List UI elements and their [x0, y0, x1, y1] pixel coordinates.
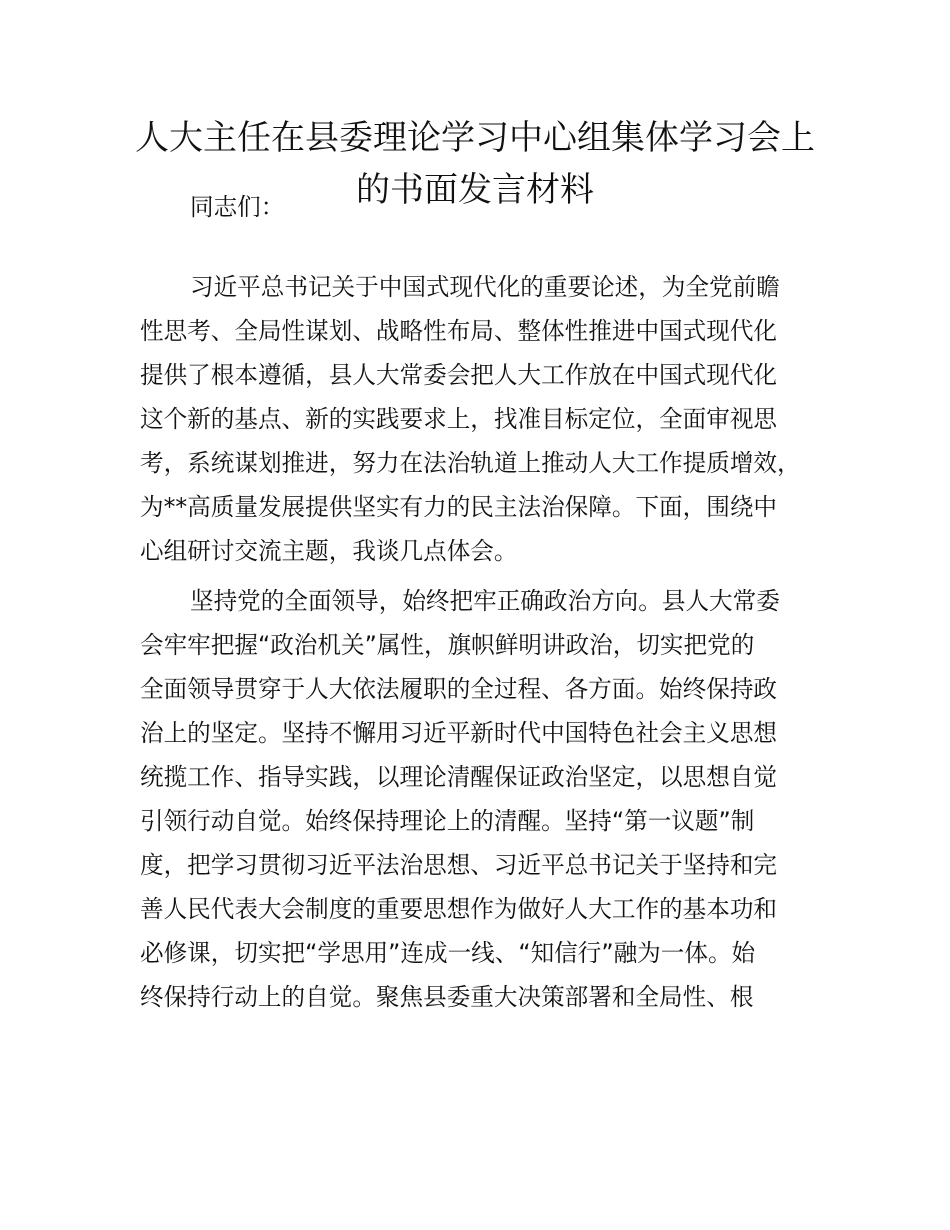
paragraph-line: 统揽工作、指导实践，以理论清醒保证政治坚定，以思想自觉 [140, 763, 778, 791]
paragraph-line: 坚持党的全面领导，始终把牢正确政治方向。县人大常委 [190, 587, 780, 615]
paragraph-line: 引领行动自觉。始终保持理论上的清醒。坚持“第一议题”制 [140, 807, 755, 835]
title-line-1: 人大主任在县委理论学习中心组集体学习会上 [135, 118, 815, 158]
paragraph-line: 会牢牢把握“政治机关”属性，旗帜鲜明讲政治，切实把党的 [140, 631, 755, 659]
paragraph-line: 善人民代表大会制度的重要思想作为做好人大工作的基本功和 [140, 895, 778, 923]
paragraph-line: 度，把学习贯彻习近平法治思想、习近平总书记关于坚持和完 [140, 851, 778, 879]
paragraph-line: 治上的坚定。坚持不懈用习近平新时代中国特色社会主义思想 [140, 719, 778, 747]
paragraph-line: 终保持行动上的自觉。聚焦县委重大决策部署和全局性、根 [140, 983, 754, 1011]
paragraph-line: 为**高质量发展提供坚实有力的民主法治保障。下面，围绕中 [140, 493, 778, 521]
paragraph-line: 心组研讨交流主题，我谈几点体会。 [140, 537, 518, 565]
salutation: 同志们： [190, 193, 285, 221]
paragraph-line: 性思考、全局性谋划、战略性布局、整体性推进中国式现代化 [140, 317, 778, 345]
title-line-2: 的书面发言材料 [356, 170, 594, 210]
paragraph-line: 全面领导贯穿于人大依法履职的全过程、各方面。始终保持政 [140, 675, 778, 703]
paragraph-line: 习近平总书记关于中国式现代化的重要论述，为全党前瞻 [190, 273, 780, 301]
paragraph-line: 考，系统谋划推进，努力在法治轨道上推动人大工作提质增效， [140, 449, 801, 477]
paragraph-line: 必修课，切实把“学思用”连成一线、“知信行”融为一体。始 [140, 939, 756, 967]
paragraph-line: 提供了根本遵循，县人大常委会把人大工作放在中国式现代化 [140, 361, 778, 389]
paragraph-line: 这个新的基点、新的实践要求上，找准目标定位，全面审视思 [140, 405, 778, 433]
